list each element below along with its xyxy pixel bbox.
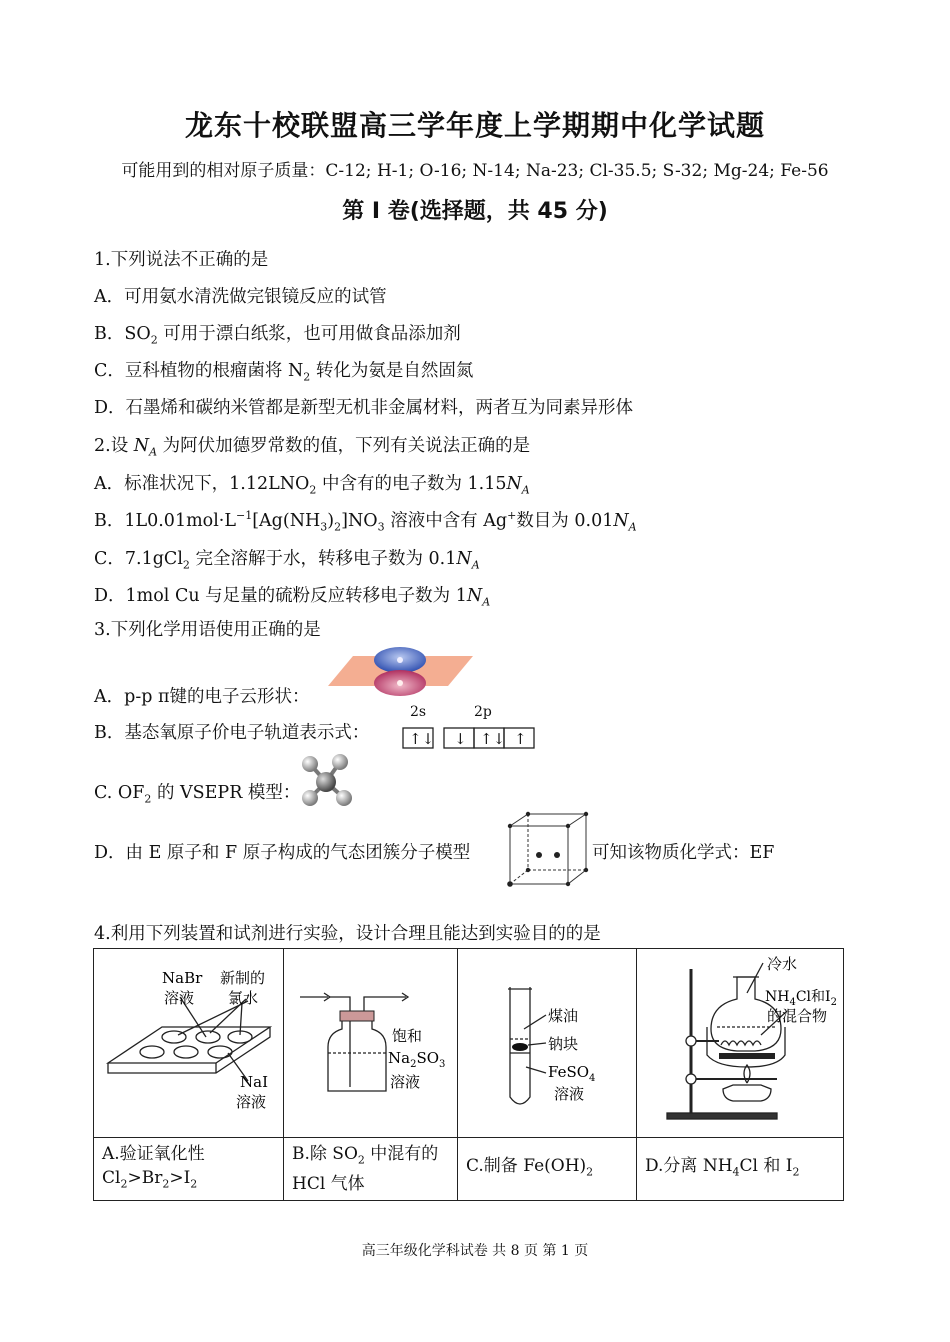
q1-c-text2: 转化为氨是自然固氮 xyxy=(310,361,474,381)
orbital-diagram xyxy=(402,706,542,752)
fig-c-label-feso4: FeSO$_4$ xyxy=(548,1063,596,1084)
caption-a-line2: $Cl_2>Br_2>I_2$ xyxy=(102,1167,198,1191)
q2-b-text3: ) xyxy=(327,511,335,531)
test-tube-figure xyxy=(458,949,634,1133)
q3-stem: 3.下列化学用语使用正确的是 xyxy=(94,620,321,640)
q2-a-na: N xyxy=(506,474,522,494)
orbital-2p-label: 2p xyxy=(474,704,492,720)
q3-d-conclusion: 可知该物质化学式：EF xyxy=(592,843,775,863)
fig-b-label-solution: 溶液 xyxy=(390,1073,421,1091)
fig-a-label-sol1: 溶液 xyxy=(164,989,195,1007)
q2-b-na-sub: A xyxy=(628,520,637,534)
q2-b-text: B．1L0.01mol·L xyxy=(94,511,236,531)
figure-cell-a xyxy=(94,949,284,1138)
q2-d-text: D．1mol Cu 与足量的硫粉反应转移电子数为 1 xyxy=(94,586,467,606)
vsepr-ball xyxy=(332,754,348,770)
caption-d: D.分离 $NH_4Cl$ 和 $I_2$ xyxy=(637,1138,844,1201)
atomic-masses-label: 可能用到的相对原子质量： xyxy=(121,161,326,181)
caption-row xyxy=(94,1138,844,1201)
q3-option-d: D．由 E 原子和 F 原子构成的气态团簇分子模型 xyxy=(94,843,471,863)
page-title: 龙东十校联盟高三学年度上学期期中化学试题 xyxy=(184,109,765,142)
q3-option-b: B．基态氧原子价电子轨道表示式： xyxy=(94,723,370,743)
q2-c-na-sub: A xyxy=(471,558,480,572)
figure-cell-c xyxy=(458,949,637,1138)
mass-s: S-32 xyxy=(662,161,703,181)
caption-c: C.制备 $Fe(OH)_2$ xyxy=(458,1138,637,1201)
q1-c-text: C．豆科植物的根瘤菌将 N xyxy=(94,361,304,381)
stand-base xyxy=(667,1113,777,1119)
fig-d-label-cold-water: 冷水 xyxy=(767,955,798,973)
up-down-arrows-icon: ↑↓ xyxy=(480,730,506,748)
fig-c-label-sodium: 钠块 xyxy=(548,1035,579,1053)
caption-a xyxy=(94,1138,284,1201)
q3-option-a: A．p-p π键的电子云形状： xyxy=(94,687,310,707)
gas-washing-bottle-figure xyxy=(284,949,456,1133)
section-title: 第 I 卷(选择题，共 45 分) xyxy=(342,199,608,224)
mass-cl: Cl-35.5 xyxy=(589,161,652,181)
rubber-stopper xyxy=(340,1011,374,1021)
q2-stem-text2: 为阿伏加德罗常数的值，下列有关说法正确的是 xyxy=(157,436,531,456)
fig-c-label-kerosene: 煤油 xyxy=(548,1007,579,1025)
q2-na-symbol: N xyxy=(133,436,150,456)
page-footer: 高三年级化学科试卷 共 8 页 第 1 页 xyxy=(361,1243,589,1259)
alcohol-lamp xyxy=(723,1085,771,1101)
q2-c-sub: 2 xyxy=(182,558,190,572)
q2-b-text5: 溶液中含有 Ag xyxy=(384,511,508,531)
q1-option-c xyxy=(94,357,473,384)
q1-option-a: A．可用氨水清洗做完银镜反应的试管 xyxy=(94,287,387,307)
q2-b-text4: ]NO xyxy=(341,511,378,531)
vsepr-center-atom xyxy=(316,772,336,792)
caption-b xyxy=(284,1138,458,1201)
q1-b-sub: 2 xyxy=(150,333,158,347)
q4-stem: 4.利用下列装置和试剂进行实验，设计合理且能达到实验目的的是 xyxy=(94,924,601,944)
fig-a-label-nai: NaI xyxy=(240,1073,268,1091)
q2-c-na: N xyxy=(456,549,472,569)
fig-a-label-fresh: 新制的 xyxy=(220,969,266,987)
mass-h: H-1 xyxy=(376,161,409,181)
q2-b-sup2: + xyxy=(507,509,517,523)
q3-c-sub: 2 xyxy=(144,792,152,806)
q2-b-text6: 数目为 0.01 xyxy=(516,511,614,531)
beaker xyxy=(707,1027,785,1067)
q2-na-sub: A xyxy=(149,445,158,459)
q2-c-text: C．7.1gCl xyxy=(94,549,183,569)
fig-a-label-nabr: NaBr xyxy=(162,969,203,987)
q2-d-na: N xyxy=(466,586,483,606)
vsepr-ball xyxy=(302,756,318,772)
q3-c-text: C. OF xyxy=(94,783,145,803)
down-arrow-icon: ↓ xyxy=(454,730,467,748)
q1-option-b xyxy=(94,320,461,347)
sublimation-apparatus-figure xyxy=(637,949,842,1133)
mass-c: C-12 xyxy=(325,161,366,181)
figure-row xyxy=(94,949,844,1138)
q1-stem: 1.下列说法不正确的是 xyxy=(94,250,269,270)
vsepr-model-figure xyxy=(296,752,358,812)
q2-b-na: N xyxy=(613,511,629,531)
q2-d-na-sub: A xyxy=(482,595,491,609)
spot-plate-figure xyxy=(94,949,282,1133)
q1-b-text2: 可用于漂白纸浆，也可用做食品添加剂 xyxy=(157,324,461,344)
up-down-arrows-icon: ↑↓ xyxy=(409,730,435,748)
q3-option-c xyxy=(94,779,300,806)
q2-stem xyxy=(94,432,530,459)
orbital-boxes xyxy=(402,726,542,750)
caption-b-line2: HCl 气体 xyxy=(292,1174,365,1195)
orbital-2s-label: 2s xyxy=(410,704,427,720)
q2-b-sup: −1 xyxy=(236,509,253,523)
q2-option-d xyxy=(94,582,490,609)
mass-na: Na-23 xyxy=(525,161,579,181)
fig-d-label-mixture: 的混合物 xyxy=(767,1007,828,1025)
q2-a-text: A．标准状况下，1.12LNO xyxy=(94,474,310,494)
mass-mg: Mg-24 xyxy=(713,161,770,181)
experiment-table xyxy=(93,948,844,1201)
q2-a-sub: 2 xyxy=(309,483,317,497)
mass-n: N-14 xyxy=(472,161,515,181)
fig-b-label-na2so3: $Na_2SO_3$ xyxy=(388,1049,446,1070)
sodium-block xyxy=(512,1043,528,1051)
fig-a-label-chlorine-water: 氯水 xyxy=(228,989,259,1007)
q2-option-a xyxy=(94,470,530,497)
q2-b-text2: [Ag(NH xyxy=(252,511,321,531)
up-arrow-icon: ↑ xyxy=(514,730,527,748)
q2-b-sub3: 3 xyxy=(377,520,385,534)
q1-c-sub: 2 xyxy=(303,370,311,384)
atomic-masses-line: 可能用到的相对原子质量：C-12; H-1; O-16; N-14; Na-23; Cl-35.5; S-32; Mg-24; Fe-56 xyxy=(121,161,829,181)
figure-cell-d xyxy=(637,949,844,1138)
figure-cell-b xyxy=(284,949,458,1138)
q2-c-text2: 完全溶解于水，转移电子数为 0.1 xyxy=(189,549,457,569)
q2-stem-text: 2.设 xyxy=(94,436,134,456)
caption-b-line1: B.除 $SO_2$ 中混有的 xyxy=(292,1143,439,1167)
vsepr-ball xyxy=(302,790,318,806)
q1-option-d: D．石墨烯和碳纳米管都是新型无机非金属材料，两者互为同素异形体 xyxy=(94,398,634,418)
q2-b-sub1: 3 xyxy=(320,520,328,534)
q2-option-c xyxy=(94,545,480,572)
q3-c-text2: 的 VSEPR 模型： xyxy=(151,783,301,803)
cluster-cube-figure xyxy=(500,808,592,888)
mass-fe: Fe-56 xyxy=(780,161,829,181)
q2-a-na-sub: A xyxy=(521,483,530,497)
caption-a-line1: A.验证氧化性 xyxy=(102,1143,205,1164)
fig-a-label-sol2: 溶液 xyxy=(236,1093,267,1111)
mixture-layer xyxy=(719,1053,775,1059)
q2-a-text2: 中含有的电子数为 1.15 xyxy=(316,474,507,494)
q1-b-text: B．SO xyxy=(94,324,151,344)
fig-d-label-nh4cl: $NH_4Cl$和$I_2$ xyxy=(765,989,837,1008)
q2-b-sub2: 2 xyxy=(334,520,342,534)
vsepr-ball xyxy=(336,790,352,806)
fig-b-label-saturated: 饱和 xyxy=(392,1027,423,1045)
q2-option-b xyxy=(94,507,637,534)
pi-bond-cloud-figure xyxy=(328,646,476,698)
mass-o: O-16 xyxy=(419,161,462,181)
fig-c-label-solution: 溶液 xyxy=(554,1085,585,1103)
